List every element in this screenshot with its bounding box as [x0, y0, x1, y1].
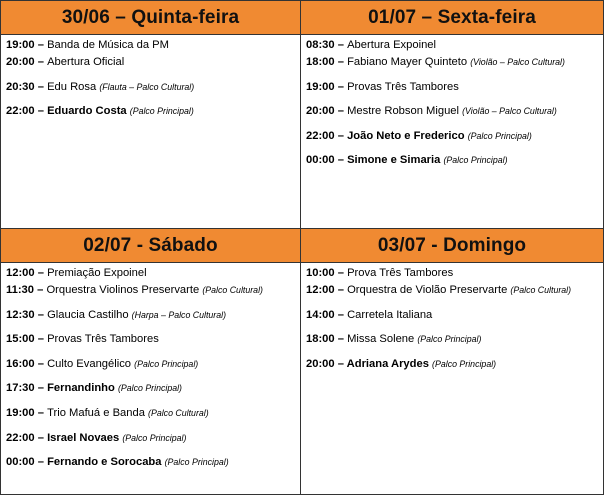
event-time: 20:30 — [6, 80, 35, 93]
event-name: Missa Solene — [347, 333, 415, 346]
event-separator: – — [34, 56, 48, 68]
event-item — [6, 427, 300, 452]
event-list — [301, 263, 603, 377]
event-name: Orquestra de Violão Preservarte — [347, 284, 508, 296]
event-separator: – — [334, 357, 347, 370]
event-name: Orquestra Violinos Preservarte — [46, 284, 200, 296]
event-name: Mestre Robson Miguel — [347, 105, 460, 118]
event-venue-note: (Palco Principal) — [164, 457, 229, 468]
event-venue-note: (Violão – Palco Cultural) — [470, 57, 565, 67]
event-name: Abertura Expoinel — [347, 39, 437, 51]
event-venue-note: (Palco Principal) — [443, 155, 508, 166]
event-separator: – — [334, 308, 348, 321]
event-time: 14:00 — [306, 308, 335, 321]
event-name: Israel Novaes — [47, 431, 120, 444]
event-venue-note: (Palco Principal) — [129, 106, 194, 117]
day-header: 30/06 – Quinta-feira — [1, 1, 300, 35]
event-item — [306, 51, 603, 76]
event-item — [6, 402, 300, 427]
event-item — [306, 328, 603, 353]
event-venue-note: (Palco Principal) — [417, 334, 482, 345]
event-time: 20:00 — [306, 357, 335, 370]
event-separator: – — [34, 357, 48, 370]
event-name: Premiação Expoinel — [47, 267, 147, 279]
event-item — [306, 35, 603, 51]
event-item — [6, 279, 300, 304]
event-separator: – — [334, 39, 348, 51]
event-separator: – — [34, 456, 48, 469]
event-separator: – — [34, 105, 48, 118]
event-item — [6, 304, 300, 329]
event-separator: – — [334, 154, 348, 167]
event-name: Fernandinho — [47, 382, 115, 395]
event-venue-note: (Flauta – Palco Cultural) — [99, 81, 195, 92]
day-header: 01/07 – Sexta-feira — [301, 1, 603, 35]
event-name: Abertura Oficial — [47, 56, 125, 68]
event-time: 12:00 — [6, 267, 35, 279]
event-separator: – — [334, 333, 348, 346]
event-time: 19:00 — [306, 80, 335, 93]
event-name: Simone e Simaria — [347, 154, 441, 167]
event-time: 12:00 — [306, 284, 335, 296]
event-item — [6, 263, 300, 279]
event-time: 19:00 — [6, 406, 35, 419]
day-panel-friday — [301, 0, 604, 229]
event-item — [6, 377, 300, 402]
event-time: 22:00 — [6, 105, 35, 118]
event-item — [306, 100, 603, 125]
event-list — [1, 35, 300, 125]
event-time: 18:00 — [306, 333, 335, 346]
event-name: Trio Mafuá e Banda — [47, 406, 145, 419]
event-item — [306, 279, 603, 304]
event-name: Prova Três Tambores — [347, 267, 454, 279]
event-time: 08:30 — [306, 39, 335, 51]
event-item — [306, 263, 603, 279]
event-separator: – — [34, 406, 48, 419]
event-name: Edu Rosa — [47, 80, 97, 93]
event-venue-note: (Palco Cultural) — [510, 285, 572, 295]
event-name: Adriana Arydes — [346, 357, 429, 370]
event-time: 19:00 — [6, 39, 35, 51]
event-time: 15:00 — [6, 333, 35, 346]
event-name: Banda de Música da PM — [47, 39, 169, 51]
event-venue-note: (Violão – Palco Cultural) — [462, 106, 557, 117]
event-separator: – — [334, 284, 348, 296]
event-item — [6, 328, 300, 353]
event-venue-note: (Palco Principal) — [432, 358, 497, 369]
event-name: Fabiano Mayer Quinteto — [347, 56, 468, 68]
event-separator: – — [34, 39, 48, 51]
event-time: 20:00 — [306, 105, 335, 118]
event-venue-note: (Palco Principal) — [467, 130, 532, 141]
event-time: 00:00 — [306, 154, 335, 167]
event-list — [1, 263, 300, 476]
event-item — [6, 100, 300, 125]
event-separator: – — [34, 431, 48, 444]
event-separator: – — [34, 333, 48, 346]
day-panel-saturday — [0, 229, 301, 495]
event-time: 22:00 — [6, 431, 35, 444]
day-panel-thursday — [0, 0, 301, 229]
event-time: 10:00 — [306, 267, 335, 279]
event-name: Carretela Italiana — [347, 308, 433, 321]
day-panel-sunday — [301, 229, 604, 495]
event-separator: – — [334, 80, 348, 93]
event-item — [6, 76, 300, 101]
event-time: 00:00 — [6, 456, 35, 469]
day-header: 02/07 - Sábado — [1, 229, 300, 263]
event-name: Fernando e Sorocaba — [47, 456, 162, 469]
event-name: Glaucia Castilho — [47, 308, 129, 321]
event-separator: – — [34, 267, 48, 279]
event-time: 11:30 — [6, 284, 34, 296]
event-separator: – — [334, 129, 348, 142]
event-separator: – — [34, 80, 48, 93]
event-item — [306, 304, 603, 329]
event-name: Culto Evangélico — [47, 357, 132, 370]
event-item — [6, 353, 300, 378]
event-name: Provas Três Tambores — [347, 80, 459, 93]
event-item — [6, 451, 300, 476]
event-item — [306, 76, 603, 101]
event-venue-note: (Harpa – Palco Cultural) — [131, 309, 227, 320]
event-separator: – — [334, 267, 348, 279]
event-venue-note: (Palco Cultural) — [148, 407, 209, 418]
event-venue-note: (Palco Principal) — [122, 432, 187, 443]
event-name: Eduardo Costa — [47, 105, 127, 118]
event-list — [301, 35, 603, 174]
event-item — [6, 51, 300, 76]
event-name: João Neto e Frederico — [347, 129, 465, 142]
event-time: 16:00 — [6, 357, 35, 370]
event-separator: – — [334, 56, 348, 68]
event-name: Provas Três Tambores — [47, 333, 159, 346]
event-venue-note: (Palco Principal) — [134, 358, 199, 369]
event-time: 18:00 — [306, 56, 335, 68]
event-separator: – — [34, 382, 48, 395]
event-item — [306, 149, 603, 174]
event-time: 12:30 — [6, 308, 35, 321]
event-item — [6, 35, 300, 51]
day-header: 03/07 - Domingo — [301, 229, 603, 263]
event-separator: – — [34, 308, 48, 321]
event-venue-note: (Palco Cultural) — [202, 285, 263, 295]
event-separator: – — [334, 105, 348, 118]
event-item — [306, 353, 603, 378]
event-time: 20:00 — [6, 56, 35, 68]
event-time: 17:30 — [6, 382, 35, 395]
event-time: 22:00 — [306, 129, 335, 142]
event-venue-note: (Palco Principal) — [117, 383, 182, 394]
event-separator: – — [34, 284, 47, 296]
event-item — [306, 125, 603, 150]
